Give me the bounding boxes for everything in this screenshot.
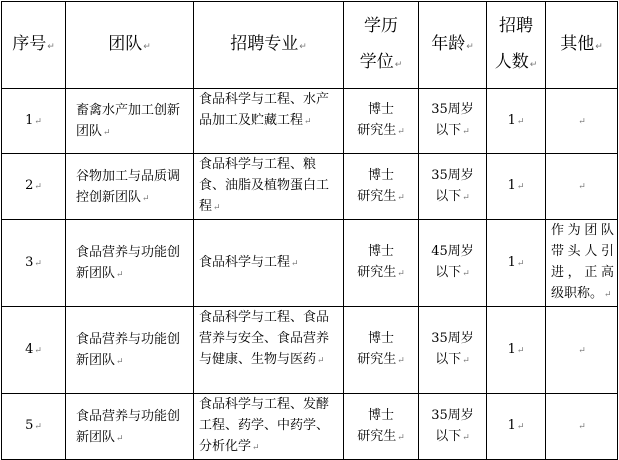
table-row (2, 154, 618, 220)
cell-major: 食品科学与工程、发酵工程、药学、中药学、分析化学↵ (194, 394, 344, 460)
cell-team: 食品营养与功能创新团队↵ (66, 220, 194, 307)
cell-seq: 5↵ (2, 394, 66, 460)
cell-team: 谷物加工与品质调控创新团队↵ (66, 154, 194, 220)
header-seq: 序号↵ (2, 2, 66, 89)
table-row (2, 394, 618, 460)
cell-team: 畜禽水产加工创新团队↵ (66, 89, 194, 154)
cell-seq: 1↵ (2, 89, 66, 154)
table-row (2, 307, 618, 394)
header-count: 招聘 人数↵ (487, 2, 546, 89)
cell-education: 博士 研究生↵ (344, 154, 419, 220)
cell-count: 1↵ (487, 89, 546, 154)
cell-education: 博士 研究生↵ (344, 220, 419, 307)
cell-seq: 4↵ (2, 307, 66, 394)
cell-count: 1↵ (487, 307, 546, 394)
header-major: 招聘专业↵ (194, 2, 344, 89)
cell-count: 1↵ (487, 154, 546, 220)
cell-count: 1↵ (487, 220, 546, 307)
cell-other: ↵ (546, 307, 618, 394)
cell-count: 1↵ (487, 394, 546, 460)
cell-major: 食品科学与工程、粮食、油脂及植物蛋白工程↵ (194, 154, 344, 220)
cell-age: 35周岁 以下↵ (419, 154, 487, 220)
cell-age: 35周岁 以下↵ (419, 307, 487, 394)
header-other: 其他↵ (546, 2, 618, 89)
cell-other: 作为团队带头人引进，正高级职称。↵ (546, 220, 618, 307)
recruitment-table (1, 1, 618, 460)
cell-team: 食品营养与功能创新团队↵ (66, 307, 194, 394)
cell-other: ↵ (546, 154, 618, 220)
cell-major: 食品科学与工程、水产品加工及贮藏工程↵ (194, 89, 344, 154)
header-team: 团队↵ (66, 2, 194, 89)
cell-age: 45周岁 以下↵ (419, 220, 487, 307)
cell-seq: 2↵ (2, 154, 66, 220)
cell-major: 食品科学与工程、食品营养与安全、食品营养与健康、生物与医药↵ (194, 307, 344, 394)
cell-education: 博士 研究生↵ (344, 307, 419, 394)
cell-education: 博士 研究生↵ (344, 89, 419, 154)
cell-age: 35周岁 以下↵ (419, 394, 487, 460)
cell-other: ↵ (546, 394, 618, 460)
table-row (2, 89, 618, 154)
header-row (2, 2, 618, 89)
cell-other: ↵ (546, 89, 618, 154)
cell-team: 食品营养与功能创新团队↵ (66, 394, 194, 460)
table-row (2, 220, 618, 307)
header-education: 学历 学位↵ (344, 2, 419, 89)
cell-education: 博士 研究生↵ (344, 394, 419, 460)
header-age: 年龄↵ (419, 2, 487, 89)
cell-major: 食品科学与工程↵ (194, 220, 344, 307)
cell-seq: 3↵ (2, 220, 66, 307)
cell-age: 35周岁 以下↵ (419, 89, 487, 154)
